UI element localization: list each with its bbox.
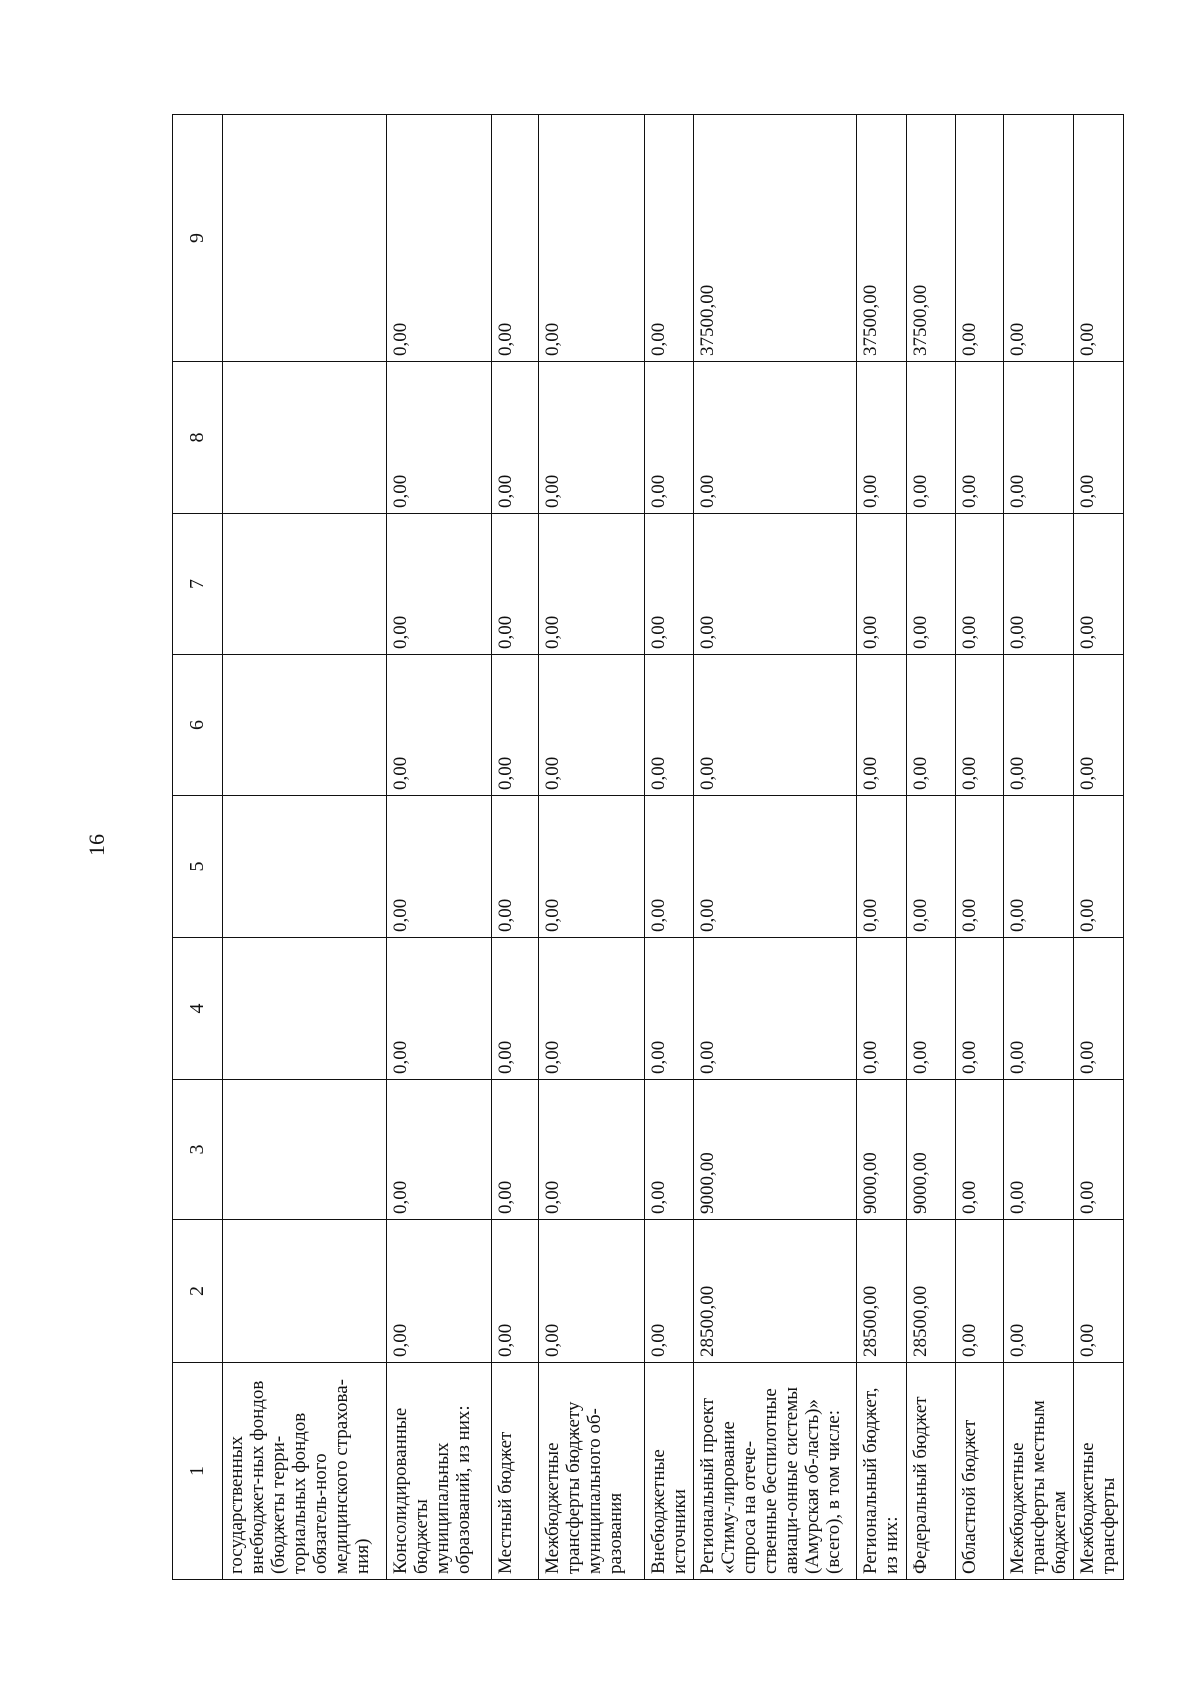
table-cell: 0,00: [539, 362, 644, 514]
table-cell: [223, 938, 387, 1080]
table-cell: 0,00: [1074, 655, 1124, 796]
table-cell: 0,00: [491, 115, 539, 362]
table-cell: 0,00: [1003, 1080, 1074, 1220]
table-cell: 0,00: [386, 655, 491, 796]
table-cell: 0,00: [1003, 514, 1074, 655]
table-cell: 0,00: [856, 655, 906, 796]
row-label: Межбюджетные трансферты бюджету муниципального об-разования: [539, 1363, 644, 1580]
table-cell: 0,00: [386, 362, 491, 514]
column-header: 8: [173, 362, 223, 514]
row-label: Межбюджетные трансферты: [1074, 1363, 1124, 1580]
table-row: [539, 115, 644, 1580]
table-cell: 0,00: [856, 796, 906, 938]
table-cell: 0,00: [1074, 1080, 1124, 1220]
table-cell: 0,00: [956, 938, 1004, 1080]
table-cell: [223, 514, 387, 655]
table-cell: 0,00: [906, 796, 956, 938]
table-row: [694, 115, 857, 1580]
table-cell: 0,00: [906, 938, 956, 1080]
table-cell: 9000,00: [694, 1080, 857, 1220]
table-cell: 0,00: [1074, 796, 1124, 938]
table-cell: 0,00: [491, 1220, 539, 1363]
row-label: Межбюджетные трансферты местным бюджетам: [1003, 1363, 1074, 1580]
table-cell: 0,00: [386, 115, 491, 362]
table-cell: 0,00: [856, 938, 906, 1080]
table-cell: 0,00: [491, 1080, 539, 1220]
table-cell: 0,00: [644, 655, 694, 796]
table-row: [223, 115, 387, 1580]
table-cell: 0,00: [856, 362, 906, 514]
row-label: Региональный бюджет, из них:: [856, 1363, 906, 1580]
table-row: [386, 115, 491, 1580]
table-cell: 0,00: [694, 655, 857, 796]
table-cell: 37500,00: [906, 115, 956, 362]
table-cell: 0,00: [906, 514, 956, 655]
table-cell: 0,00: [644, 1220, 694, 1363]
column-header: 1: [173, 1363, 223, 1580]
table-header-row: [173, 115, 223, 1580]
table-cell: 0,00: [1074, 1220, 1124, 1363]
table-cell: 0,00: [1003, 796, 1074, 938]
table-cell: 0,00: [644, 1080, 694, 1220]
table-cell: 0,00: [644, 362, 694, 514]
table-row: [956, 115, 1004, 1580]
table-cell: [223, 1220, 387, 1363]
table-cell: 0,00: [1074, 938, 1124, 1080]
page-number: 16: [84, 834, 109, 856]
table-cell: 0,00: [491, 938, 539, 1080]
table-cell: 0,00: [956, 1080, 1004, 1220]
table-cell: 0,00: [386, 938, 491, 1080]
table-cell: 0,00: [856, 514, 906, 655]
table-cell: 9000,00: [906, 1080, 956, 1220]
rotated-table-container: [172, 115, 1124, 1580]
table-cell: [223, 1080, 387, 1220]
table-cell: 0,00: [491, 655, 539, 796]
table-cell: 0,00: [491, 796, 539, 938]
table-cell: 0,00: [539, 796, 644, 938]
table-cell: 0,00: [1003, 115, 1074, 362]
table-cell: 0,00: [956, 362, 1004, 514]
table-cell: 0,00: [539, 1220, 644, 1363]
table-cell: 0,00: [694, 362, 857, 514]
table-cell: 0,00: [956, 655, 1004, 796]
table-cell: 0,00: [386, 796, 491, 938]
table-cell: 0,00: [1074, 115, 1124, 362]
table-cell: 0,00: [1003, 1220, 1074, 1363]
table-cell: 0,00: [491, 514, 539, 655]
row-label: Консолидированные бюджеты муниципальных образований, из них:: [386, 1363, 491, 1580]
row-label: Внебюджетные источники: [644, 1363, 694, 1580]
table-cell: 0,00: [491, 362, 539, 514]
table-cell: 0,00: [694, 514, 857, 655]
table-cell: 0,00: [644, 796, 694, 938]
table-cell: [223, 796, 387, 938]
table-cell: 0,00: [956, 796, 1004, 938]
column-header: 3: [173, 1080, 223, 1220]
row-label: Федеральный бюджет: [906, 1363, 956, 1580]
table-cell: 0,00: [956, 514, 1004, 655]
table-cell: 28500,00: [694, 1220, 857, 1363]
table-cell: 28500,00: [906, 1220, 956, 1363]
column-header: 4: [173, 938, 223, 1080]
table-cell: 0,00: [539, 1080, 644, 1220]
column-header: 9: [173, 115, 223, 362]
table-cell: 0,00: [1003, 655, 1074, 796]
table-cell: 0,00: [1003, 362, 1074, 514]
row-label: Региональный проект «Стиму-лирование спроса на отече-ственные беспилотные авиаци-онные системы (Амурская об-ласть)» (всего), в том числе:: [694, 1363, 857, 1580]
table-cell: 0,00: [386, 514, 491, 655]
row-label: Областной бюджет: [956, 1363, 1004, 1580]
table-cell: 0,00: [694, 796, 857, 938]
table-cell: 0,00: [539, 514, 644, 655]
table-row: [856, 115, 906, 1580]
table-row: [491, 115, 539, 1580]
table-cell: 9000,00: [856, 1080, 906, 1220]
table-row: [906, 115, 956, 1580]
table-cell: 0,00: [539, 115, 644, 362]
row-label: Местный бюджет: [491, 1363, 539, 1580]
table-cell: 0,00: [644, 115, 694, 362]
table-cell: 0,00: [956, 1220, 1004, 1363]
table-cell: 0,00: [644, 514, 694, 655]
table-cell: 0,00: [1074, 514, 1124, 655]
column-header: 5: [173, 796, 223, 938]
table-cell: 0,00: [386, 1080, 491, 1220]
table-cell: 0,00: [386, 1220, 491, 1363]
table-cell: [223, 655, 387, 796]
row-label: государственных внебюджет-ных фондов (бюджеты терри-ториальных фондов обязатель-ного медицинского страхова-ния): [223, 1363, 387, 1580]
column-header: 2: [173, 1220, 223, 1363]
table-cell: 0,00: [644, 938, 694, 1080]
table-cell: 0,00: [539, 938, 644, 1080]
table-cell: [223, 115, 387, 362]
column-header: 7: [173, 514, 223, 655]
table-cell: 0,00: [1003, 938, 1074, 1080]
table-cell: 0,00: [694, 938, 857, 1080]
table-cell: 0,00: [539, 655, 644, 796]
table-row: [1074, 115, 1124, 1580]
table-cell: [223, 362, 387, 514]
budget-table: [172, 114, 1124, 1580]
table-cell: 0,00: [956, 115, 1004, 362]
table-cell: 37500,00: [694, 115, 857, 362]
table-cell: 0,00: [906, 655, 956, 796]
table-cell: 0,00: [906, 362, 956, 514]
table-cell: 37500,00: [856, 115, 906, 362]
table-cell: 0,00: [1074, 362, 1124, 514]
table-row: [1003, 115, 1074, 1580]
table-cell: 28500,00: [856, 1220, 906, 1363]
column-header: 6: [173, 655, 223, 796]
table-row: [644, 115, 694, 1580]
